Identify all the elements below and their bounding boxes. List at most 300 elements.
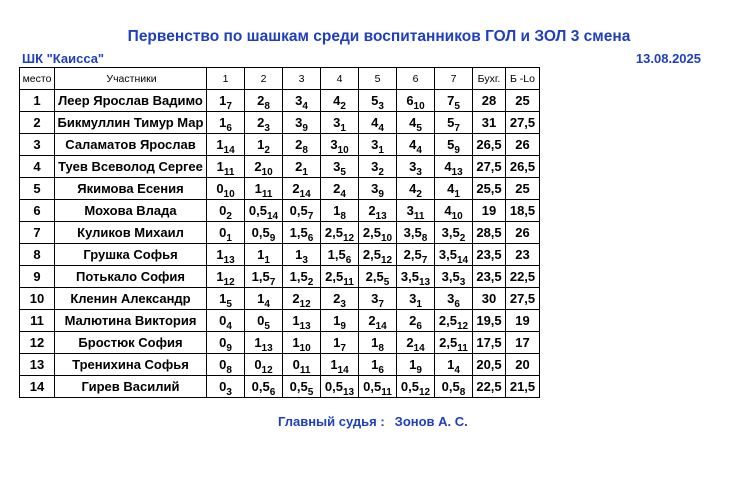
round-opponent: 10 bbox=[223, 189, 235, 200]
round-opponent: 7 bbox=[307, 211, 314, 222]
round-opponent: 3 bbox=[459, 277, 466, 288]
row-buchholz: 20,5 bbox=[473, 354, 506, 376]
round-score: 2,5 bbox=[362, 225, 381, 240]
row-buchholz: 25,5 bbox=[473, 178, 506, 200]
row-round-result bbox=[283, 288, 321, 310]
round-score: 1,5 bbox=[289, 225, 308, 240]
round-score: 1 bbox=[330, 357, 338, 372]
row-round-result bbox=[245, 332, 283, 354]
round-score: 4 bbox=[409, 137, 417, 152]
table-row bbox=[20, 288, 540, 310]
row-round-result bbox=[397, 310, 435, 332]
row-round-result bbox=[321, 244, 359, 266]
row-blo: 27,5 bbox=[506, 288, 540, 310]
round-score: 2 bbox=[368, 203, 376, 218]
round-score: 5 bbox=[447, 137, 455, 152]
round-opponent: 5 bbox=[416, 123, 422, 134]
row-place: 11 bbox=[20, 310, 55, 332]
round-score: 3 bbox=[333, 115, 341, 130]
round-opponent: 9 bbox=[302, 123, 308, 134]
round-score: 2,5 bbox=[325, 269, 344, 284]
row-round-result bbox=[359, 112, 397, 134]
row-round-result bbox=[359, 266, 397, 288]
round-opponent: 1 bbox=[340, 123, 346, 134]
round-score: 0,5 bbox=[400, 379, 419, 394]
round-opponent: 11 bbox=[381, 387, 392, 398]
round-opponent: 7 bbox=[378, 299, 384, 310]
round-opponent: 14 bbox=[299, 189, 311, 200]
row-name: Малютина Виктория bbox=[55, 310, 207, 332]
round-opponent: 8 bbox=[421, 233, 428, 244]
round-score: 0 bbox=[292, 357, 300, 372]
row-round-result bbox=[283, 266, 321, 288]
row-round-result bbox=[283, 90, 321, 112]
round-score: 4 bbox=[371, 115, 379, 130]
row-name: Тренихина Софья bbox=[55, 354, 207, 376]
round-opponent: 1 bbox=[454, 189, 460, 200]
row-buchholz: 30 bbox=[473, 288, 506, 310]
round-score: 0 bbox=[219, 203, 227, 218]
row-round-result bbox=[435, 200, 473, 222]
row-name: Саламатов Ярослав bbox=[55, 134, 207, 156]
row-round-result bbox=[435, 222, 473, 244]
round-opponent: 6 bbox=[307, 233, 314, 244]
row-round-result bbox=[245, 266, 283, 288]
row-buchholz: 17,5 bbox=[473, 332, 506, 354]
row-round-result bbox=[207, 332, 245, 354]
row-round-result bbox=[245, 90, 283, 112]
row-place: 10 bbox=[20, 288, 55, 310]
round-score: 0,5 bbox=[251, 379, 270, 394]
row-blo: 26,5 bbox=[506, 156, 540, 178]
table-row bbox=[20, 200, 540, 222]
row-round-result bbox=[207, 288, 245, 310]
row-round-result bbox=[207, 222, 245, 244]
table-row bbox=[20, 376, 540, 398]
round-score: 2,5 bbox=[365, 269, 384, 284]
row-round-result bbox=[397, 332, 435, 354]
row-round-result bbox=[283, 376, 321, 398]
round-score: 3 bbox=[295, 93, 303, 108]
row-round-result bbox=[359, 288, 397, 310]
header-round-4: 4 bbox=[321, 68, 359, 90]
row-round-result bbox=[283, 332, 321, 354]
header-round-3: 3 bbox=[283, 68, 321, 90]
row-blo: 21,5 bbox=[506, 376, 540, 398]
round-score: 4 bbox=[409, 115, 417, 130]
round-opponent: 2 bbox=[226, 211, 232, 222]
round-opponent: 7 bbox=[340, 343, 346, 354]
row-round-result bbox=[321, 222, 359, 244]
round-opponent: 14 bbox=[375, 321, 387, 332]
round-score: 3 bbox=[409, 159, 417, 174]
round-opponent: 8 bbox=[459, 387, 466, 398]
row-round-result bbox=[321, 310, 359, 332]
round-opponent: 2 bbox=[416, 189, 422, 200]
round-opponent: 13 bbox=[342, 387, 355, 398]
row-round-result bbox=[207, 376, 245, 398]
row-blo: 22,5 bbox=[506, 266, 540, 288]
round-opponent: 10 bbox=[337, 145, 349, 156]
row-place: 14 bbox=[20, 376, 55, 398]
round-score: 2 bbox=[333, 291, 341, 306]
round-score: 1 bbox=[333, 203, 341, 218]
row-round-result bbox=[359, 200, 397, 222]
round-score: 1 bbox=[333, 335, 341, 350]
round-score: 1,5 bbox=[327, 247, 346, 262]
round-opponent: 12 bbox=[342, 233, 355, 244]
row-name: Бикмуллин Тимур Мар bbox=[55, 112, 207, 134]
round-score: 1 bbox=[254, 181, 262, 196]
row-place: 13 bbox=[20, 354, 55, 376]
round-score: 0 bbox=[219, 335, 227, 350]
row-round-result bbox=[435, 178, 473, 200]
row-buchholz: 23,5 bbox=[473, 244, 506, 266]
round-score: 3,5 bbox=[438, 247, 457, 262]
round-opponent: 14 bbox=[456, 255, 469, 266]
round-score: 1 bbox=[292, 313, 300, 328]
round-score: 3 bbox=[371, 137, 379, 152]
row-round-result bbox=[207, 112, 245, 134]
row-round-result bbox=[245, 178, 283, 200]
row-round-result bbox=[207, 266, 245, 288]
row-round-result bbox=[245, 156, 283, 178]
row-place: 1 bbox=[20, 90, 55, 112]
row-round-result bbox=[283, 156, 321, 178]
row-round-result bbox=[359, 310, 397, 332]
round-opponent: 4 bbox=[226, 321, 232, 332]
row-round-result bbox=[245, 288, 283, 310]
round-score: 1 bbox=[447, 357, 455, 372]
row-round-result bbox=[245, 200, 283, 222]
row-round-result bbox=[397, 266, 435, 288]
row-round-result bbox=[321, 332, 359, 354]
row-round-result bbox=[435, 244, 473, 266]
row-name: Леер Ярослав Вадимо bbox=[55, 90, 207, 112]
round-opponent: 11 bbox=[299, 365, 311, 376]
row-round-result bbox=[397, 200, 435, 222]
round-opponent: 3 bbox=[264, 123, 270, 134]
round-opponent: 5 bbox=[383, 277, 390, 288]
row-buchholz: 19 bbox=[473, 200, 506, 222]
row-buchholz: 22,5 bbox=[473, 376, 506, 398]
round-score: 1 bbox=[333, 313, 341, 328]
round-score: 0,5 bbox=[289, 203, 308, 218]
round-score: 4 bbox=[444, 203, 452, 218]
row-round-result bbox=[435, 134, 473, 156]
standings-table bbox=[19, 67, 540, 398]
round-score: 1 bbox=[257, 291, 265, 306]
round-score: 1 bbox=[371, 335, 379, 350]
row-round-result bbox=[435, 354, 473, 376]
row-round-result bbox=[359, 332, 397, 354]
round-opponent: 13 bbox=[223, 255, 235, 266]
row-round-result bbox=[321, 288, 359, 310]
row-place: 12 bbox=[20, 332, 55, 354]
row-round-result bbox=[245, 134, 283, 156]
row-name: Бростюк София bbox=[55, 332, 207, 354]
row-round-result bbox=[283, 178, 321, 200]
round-score: 1 bbox=[257, 137, 265, 152]
row-round-result bbox=[283, 112, 321, 134]
round-opponent: 9 bbox=[454, 145, 460, 156]
round-opponent: 8 bbox=[340, 211, 346, 222]
round-score: 6 bbox=[406, 93, 414, 108]
round-opponent: 4 bbox=[378, 123, 384, 134]
round-opponent: 8 bbox=[302, 145, 308, 156]
round-opponent: 6 bbox=[269, 387, 276, 398]
row-round-result bbox=[435, 156, 473, 178]
round-score: 0,5 bbox=[248, 203, 267, 218]
row-round-result bbox=[245, 354, 283, 376]
round-score: 1 bbox=[219, 93, 227, 108]
row-round-result bbox=[321, 376, 359, 398]
round-score: 5 bbox=[447, 115, 455, 130]
round-opponent: 3 bbox=[378, 101, 384, 112]
round-score: 0,5 bbox=[289, 379, 308, 394]
row-round-result bbox=[283, 310, 321, 332]
round-score: 2 bbox=[406, 335, 414, 350]
table-row bbox=[20, 310, 540, 332]
row-buchholz: 26,5 bbox=[473, 134, 506, 156]
row-round-result bbox=[283, 200, 321, 222]
row-buchholz: 28,5 bbox=[473, 222, 506, 244]
round-score: 0 bbox=[216, 181, 224, 196]
table-row bbox=[20, 354, 540, 376]
table-row bbox=[20, 266, 540, 288]
round-score: 3,5 bbox=[400, 269, 419, 284]
round-opponent: 14 bbox=[337, 365, 349, 376]
round-score: 5 bbox=[371, 93, 379, 108]
round-opponent: 6 bbox=[378, 365, 384, 376]
round-opponent: 8 bbox=[226, 365, 232, 376]
round-opponent: 4 bbox=[302, 101, 308, 112]
row-round-result bbox=[245, 222, 283, 244]
row-round-result bbox=[397, 90, 435, 112]
round-opponent: 4 bbox=[340, 189, 346, 200]
round-score: 3 bbox=[409, 291, 417, 306]
round-opponent: 10 bbox=[261, 167, 273, 178]
round-score: 3 bbox=[371, 159, 379, 174]
round-opponent: 14 bbox=[223, 145, 235, 156]
round-score: 2,5 bbox=[439, 335, 458, 350]
round-opponent: 7 bbox=[269, 277, 276, 288]
round-opponent: 10 bbox=[451, 211, 463, 222]
row-round-result bbox=[435, 332, 473, 354]
row-round-result bbox=[321, 134, 359, 156]
row-buchholz: 27,5 bbox=[473, 156, 506, 178]
round-opponent: 2 bbox=[340, 101, 346, 112]
round-score: 3,5 bbox=[403, 225, 422, 240]
row-round-result bbox=[283, 134, 321, 156]
header-round-7: 7 bbox=[435, 68, 473, 90]
round-opponent: 7 bbox=[454, 123, 460, 134]
round-score: 2 bbox=[292, 181, 300, 196]
round-score: 0 bbox=[219, 357, 227, 372]
round-opponent: 13 bbox=[299, 321, 311, 332]
round-score: 3 bbox=[406, 203, 414, 218]
row-round-result bbox=[359, 244, 397, 266]
round-opponent: 5 bbox=[454, 101, 460, 112]
row-round-result bbox=[283, 222, 321, 244]
header-buchholz: Бухг. bbox=[473, 68, 506, 90]
round-opponent: 5 bbox=[264, 321, 270, 332]
header-round-6: 6 bbox=[397, 68, 435, 90]
round-opponent: 4 bbox=[264, 299, 270, 310]
round-opponent: 6 bbox=[454, 299, 460, 310]
row-round-result bbox=[397, 288, 435, 310]
round-score: 0 bbox=[219, 313, 227, 328]
round-opponent: 4 bbox=[416, 145, 422, 156]
row-round-result bbox=[207, 310, 245, 332]
round-opponent: 1 bbox=[264, 255, 270, 266]
round-score: 1 bbox=[371, 357, 379, 372]
row-name: Грушка Софья bbox=[55, 244, 207, 266]
round-score: 2,5 bbox=[403, 247, 422, 262]
round-opponent: 10 bbox=[413, 101, 425, 112]
round-opponent: 2 bbox=[459, 233, 466, 244]
round-score: 7 bbox=[447, 93, 455, 108]
round-score: 1 bbox=[216, 159, 224, 174]
header-participants: Участники bbox=[55, 68, 207, 90]
row-round-result bbox=[321, 90, 359, 112]
row-round-result bbox=[435, 90, 473, 112]
chief-judge-name: Зонов А. С. bbox=[394, 414, 468, 429]
round-opponent: 1 bbox=[416, 299, 422, 310]
round-opponent: 14 bbox=[413, 343, 425, 354]
header-blo: Б -Lo bbox=[506, 68, 540, 90]
round-opponent: 13 bbox=[261, 343, 273, 354]
row-round-result bbox=[245, 376, 283, 398]
row-round-result bbox=[245, 310, 283, 332]
round-score: 2 bbox=[254, 159, 262, 174]
round-opponent: 10 bbox=[380, 233, 393, 244]
round-opponent: 1 bbox=[226, 233, 232, 244]
row-round-result bbox=[397, 222, 435, 244]
round-opponent: 3 bbox=[226, 387, 232, 398]
row-blo: 18,5 bbox=[506, 200, 540, 222]
row-buchholz: 19,5 bbox=[473, 310, 506, 332]
round-score: 4 bbox=[447, 181, 455, 196]
row-round-result bbox=[397, 112, 435, 134]
row-round-result bbox=[359, 222, 397, 244]
round-score: 3 bbox=[371, 181, 379, 196]
row-blo: 27,5 bbox=[506, 112, 540, 134]
round-opponent: 11 bbox=[457, 343, 468, 354]
round-score: 1 bbox=[409, 357, 417, 372]
row-name: Гирев Василий bbox=[55, 376, 207, 398]
row-buchholz: 23,5 bbox=[473, 266, 506, 288]
row-name: Якимова Есения bbox=[55, 178, 207, 200]
table-row bbox=[20, 134, 540, 156]
round-opponent: 6 bbox=[416, 321, 422, 332]
round-opponent: 10 bbox=[299, 343, 311, 354]
round-score: 1,5 bbox=[289, 269, 308, 284]
round-opponent: 13 bbox=[418, 277, 431, 288]
round-opponent: 9 bbox=[416, 365, 422, 376]
row-blo: 19 bbox=[506, 310, 540, 332]
header-round-1: 1 bbox=[207, 68, 245, 90]
round-score: 2 bbox=[257, 93, 265, 108]
round-opponent: 11 bbox=[413, 211, 425, 222]
round-opponent: 2 bbox=[307, 277, 314, 288]
round-score: 2 bbox=[409, 313, 417, 328]
table-row bbox=[20, 178, 540, 200]
round-opponent: 7 bbox=[226, 101, 232, 112]
round-score: 2 bbox=[257, 115, 265, 130]
round-score: 0,5 bbox=[251, 225, 270, 240]
table-row bbox=[20, 112, 540, 134]
row-blo: 23 bbox=[506, 244, 540, 266]
round-opponent: 3 bbox=[340, 299, 346, 310]
row-place: 8 bbox=[20, 244, 55, 266]
round-opponent: 8 bbox=[378, 343, 384, 354]
row-round-result bbox=[359, 90, 397, 112]
round-opponent: 13 bbox=[375, 211, 387, 222]
header-place: место bbox=[20, 68, 55, 90]
row-round-result bbox=[359, 354, 397, 376]
row-round-result bbox=[359, 376, 397, 398]
round-opponent: 12 bbox=[418, 387, 431, 398]
row-place: 6 bbox=[20, 200, 55, 222]
row-round-result bbox=[207, 200, 245, 222]
club-name: ШК "Каисса" bbox=[22, 51, 105, 66]
round-score: 1 bbox=[219, 291, 227, 306]
row-round-result bbox=[321, 112, 359, 134]
table-row bbox=[20, 244, 540, 266]
round-opponent: 1 bbox=[378, 145, 384, 156]
round-score: 2 bbox=[295, 137, 303, 152]
row-round-result bbox=[435, 288, 473, 310]
round-opponent: 2 bbox=[378, 167, 384, 178]
round-score: 3 bbox=[371, 291, 379, 306]
round-opponent: 9 bbox=[378, 189, 384, 200]
round-opponent: 3 bbox=[302, 255, 308, 266]
round-score: 0 bbox=[254, 357, 262, 372]
round-score: 1 bbox=[257, 247, 265, 262]
table-row bbox=[20, 222, 540, 244]
round-score: 3 bbox=[330, 137, 338, 152]
row-round-result bbox=[321, 178, 359, 200]
row-round-result bbox=[207, 244, 245, 266]
round-opponent: 5 bbox=[340, 167, 346, 178]
chief-judge bbox=[278, 414, 468, 429]
row-place: 5 bbox=[20, 178, 55, 200]
row-round-result bbox=[397, 376, 435, 398]
round-opponent: 2 bbox=[264, 145, 270, 156]
round-opponent: 7 bbox=[421, 255, 428, 266]
round-opponent: 11 bbox=[261, 189, 273, 200]
round-score: 0,5 bbox=[324, 379, 343, 394]
round-score: 2 bbox=[295, 159, 303, 174]
round-score: 2 bbox=[333, 181, 341, 196]
round-score: 3 bbox=[295, 115, 303, 130]
row-round-result bbox=[207, 354, 245, 376]
row-round-result bbox=[359, 134, 397, 156]
round-opponent: 11 bbox=[343, 277, 354, 288]
chief-judge-label: Главный судья : bbox=[278, 414, 385, 429]
round-score: 4 bbox=[333, 93, 341, 108]
round-score: 1,5 bbox=[251, 269, 270, 284]
row-name: Потькало София bbox=[55, 266, 207, 288]
row-round-result bbox=[283, 354, 321, 376]
round-opponent: 5 bbox=[226, 299, 232, 310]
row-buchholz: 28 bbox=[473, 90, 506, 112]
round-opponent: 9 bbox=[340, 321, 346, 332]
event-date: 13.08.2025 bbox=[635, 51, 701, 66]
table-row bbox=[20, 332, 540, 354]
round-score: 1 bbox=[216, 247, 224, 262]
